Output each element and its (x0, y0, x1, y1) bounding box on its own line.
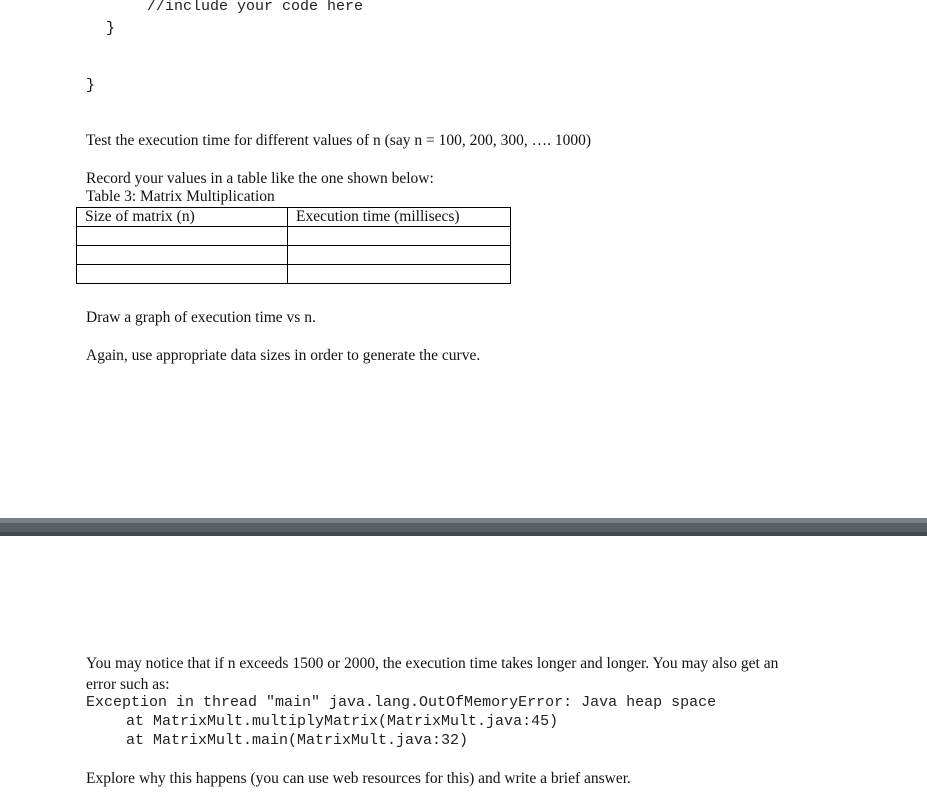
record-instruction: Record your values in a table like the one shown below: (86, 170, 434, 187)
table-cell (288, 227, 511, 246)
page-divider (0, 518, 927, 536)
notice-line-1: You may notice that if n exceeds 1500 or 2000, the execution time takes longer and longer. You may also get an (86, 655, 779, 672)
table-cell (77, 265, 288, 284)
explore-instruction: Explore why this happens (you can use web resources for this) and write a brief answer. (86, 770, 631, 787)
table-header-row (77, 208, 511, 227)
inner-closing-brace: } (106, 20, 116, 37)
error-line-stack-1: at MatrixMult.multiplyMatrix(MatrixMult.java:45) (126, 713, 559, 730)
matrix-multiplication-table (76, 207, 511, 284)
code-comment: //include your code here (147, 0, 364, 15)
graph-instruction: Draw a graph of execution time vs n. (86, 309, 316, 326)
outer-closing-brace: } (86, 77, 96, 94)
table-row (77, 246, 511, 265)
data-sizes-instruction: Again, use appropriate data sizes in order to generate the curve. (86, 347, 481, 364)
table-cell (288, 246, 511, 265)
notice-line-2: error such as: (86, 676, 170, 693)
test-instruction: Test the execution time for different values of n (say n = 100, 200, 300, …. 1000) (86, 132, 591, 149)
table-cell (77, 246, 288, 265)
table-row (77, 265, 511, 284)
error-line-stack-2: at MatrixMult.main(MatrixMult.java:32) (126, 732, 469, 749)
error-line-exception: Exception in thread "main" java.lang.OutOfMemoryError: Java heap space (86, 694, 717, 711)
table-row (77, 227, 511, 246)
table-cell (77, 227, 288, 246)
table-cell (288, 265, 511, 284)
header-size-of-matrix: Size of matrix (n) (77, 208, 288, 227)
table-caption: Table 3: Matrix Multiplication (86, 188, 275, 205)
header-execution-time: Execution time (millisecs) (288, 208, 511, 227)
